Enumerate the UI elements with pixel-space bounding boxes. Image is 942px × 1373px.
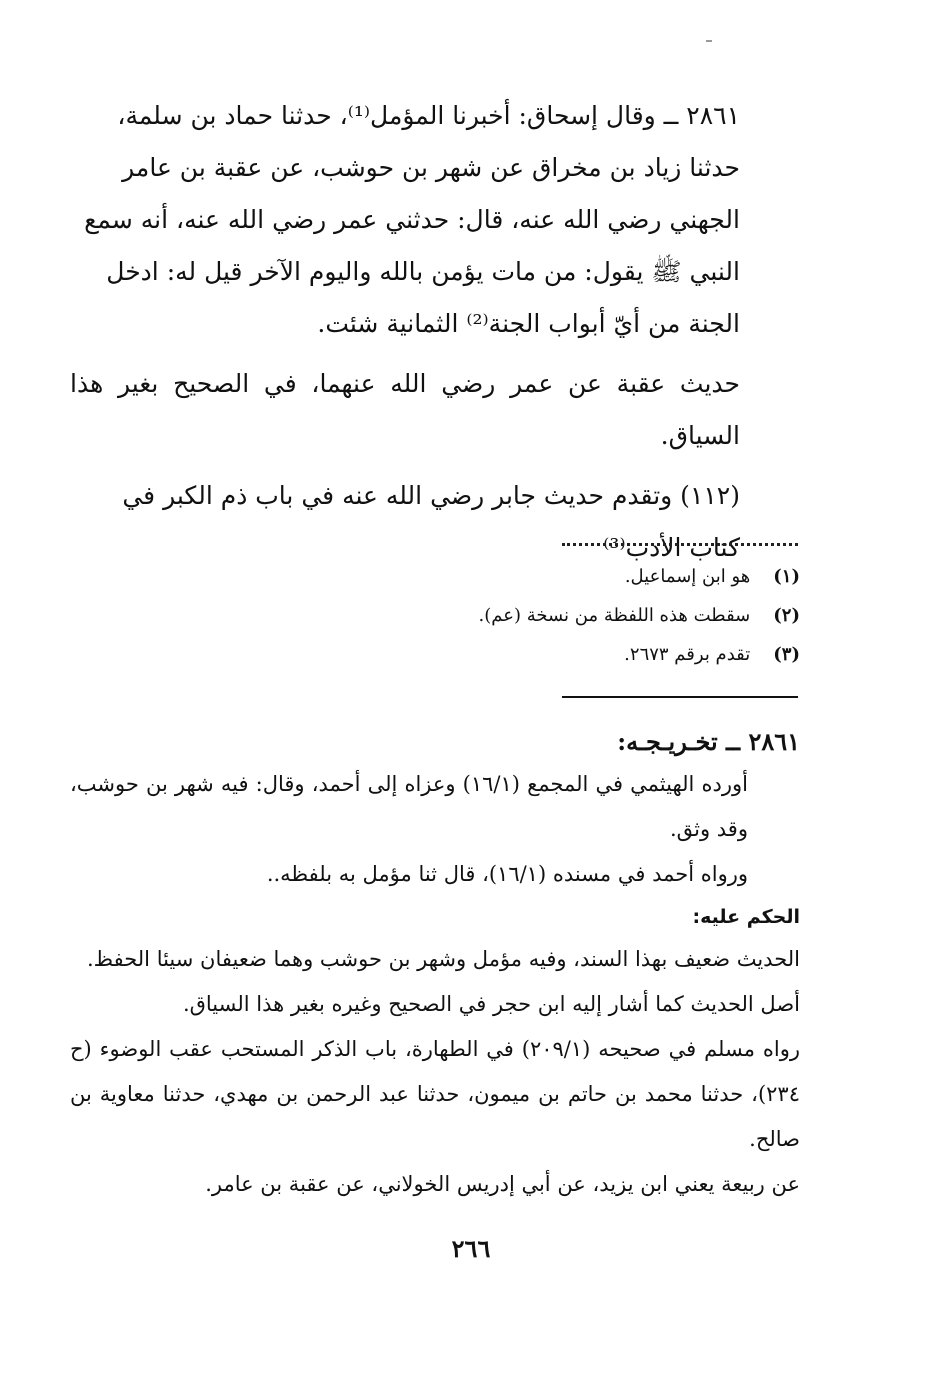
ruling-paragraph: عن ربيعة يعني ابن يزيد، عن أبي إدريس الخولاني، عن عقبة بن عامر.: [205, 1172, 800, 1196]
footnote-separator: [562, 537, 798, 546]
footnote-number: (٢): [773, 605, 800, 626]
footnote-number: (١): [773, 566, 800, 587]
footnote-2: [240, 605, 800, 626]
takhrij-paragraph: ورواه أحمد في مسنده (١٦/١)، قال ثنا مؤمل به بلفظه..: [266, 862, 748, 886]
footnote-text: هو ابن إسماعيل.: [624, 566, 751, 587]
ruling-paragraph: رواه مسلم في صحيحه (٢٠٩/١) في الطهارة، باب الذكر المستحب عقب الوضوء (ح ٢٣٤)، حدثنا محمد بن حاتم بن ميمون، حدثنا عبد الرحمن بن مهدي، حدثنا معاوية بن صالح.: [70, 1037, 800, 1151]
takhrij-heading: ٢٨٦١ ــ تخـريـجـه:: [617, 727, 800, 756]
ruling-paragraph: أصل الحديث كما أشار إليه ابن حجر في الصحيح وغيره بغير هذا السياق.: [182, 992, 800, 1016]
footnote-1: [240, 566, 800, 587]
section-rule: [562, 696, 798, 698]
footnote-text: سقطت هذه اللفظة من نسخة (عم).: [478, 605, 751, 626]
page-number: ٢٦٦: [451, 1234, 491, 1263]
footnote-text: تقدم برقم ٢٦٧٣.: [624, 644, 751, 665]
footnote-number: (٣): [773, 644, 800, 665]
takhrij-paragraph: أورده الهيثمي في المجمع (١٦/١) وعزاه إلى أحمد، وقال: فيه شهر بن حوشب، وقد وثق.: [70, 772, 748, 841]
footnote-3: [240, 644, 800, 665]
cross-reference: (١١٢) وتقدم حديث جابر رضي الله عنه في باب ذم الكبر في كتاب الأدب⁽³⁾: [122, 481, 740, 562]
ruling-paragraph: الحديث ضعيف بهذا السند، وفيه مؤمل وشهر بن حوشب وهما ضعيفان سيئا الحفظ.: [87, 947, 800, 971]
hadith-note: حديث عقبة عن عمر رضي الله عنهما، في الصحيح بغير هذا السياق.: [70, 369, 740, 450]
hadith-text: ٢٨٦١ ــ وقال إسحاق: أخبرنا المؤمل⁽¹⁾، حدثنا حماد بن سلمة، حدثنا زياد بن مخراق عن شهر بن حوشب، عن عقبة بن عامر الجهني رضي الله عنه، قال: حدثني عمر رضي الله عنه، أنه سمع النبي ﷺ يقول: من مات يؤمن بالله واليوم الآخر قيل له: ادخل الجنة من أيّ أبواب الجنة⁽²⁾ الثمانية شئت.: [84, 101, 740, 338]
main-text: [70, 90, 800, 574]
ruling-heading: الحكم عليه:: [692, 906, 800, 928]
scan-mark: [706, 40, 712, 42]
takhrij-section: [70, 722, 800, 1207]
